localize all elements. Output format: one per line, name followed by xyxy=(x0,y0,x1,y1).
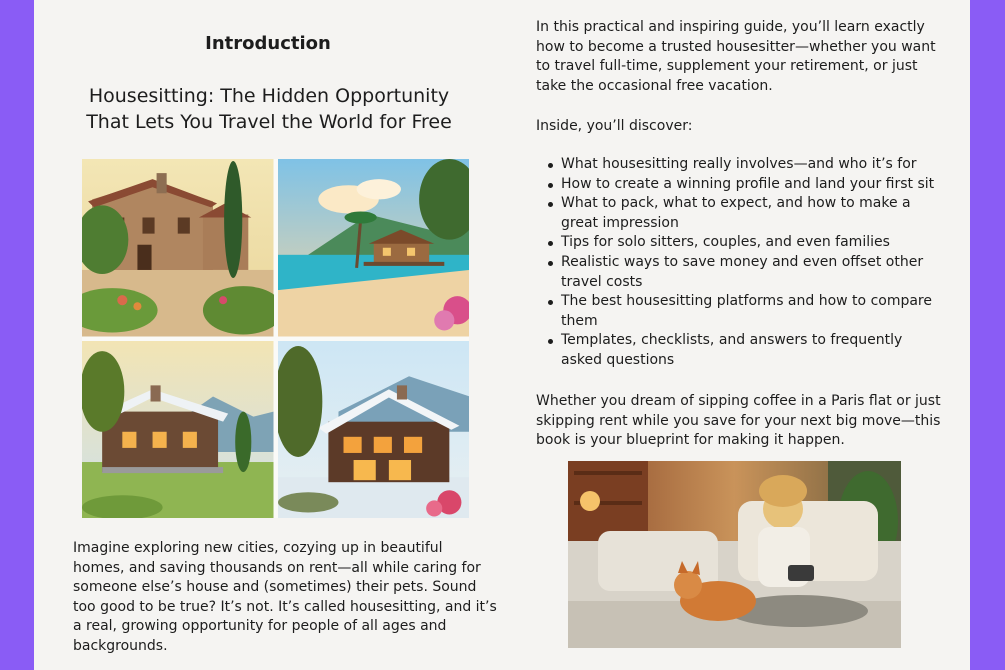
bullet-text: How to create a winning profile and land your first sit xyxy=(561,175,935,192)
bullet-item xyxy=(536,233,946,253)
book-title: Housesitting: The Hidden Opportunity That Lets You Travel the World for Free xyxy=(86,85,452,133)
closing-paragraph: Whether you dream of sipping coffee in a Paris flat or just skipping rent while you save for your next big move—this book is your blueprint for making it happen. xyxy=(536,393,941,449)
lit-chalet-illustration xyxy=(278,341,470,519)
bullet-item xyxy=(536,331,946,370)
bullet-item xyxy=(536,253,946,292)
bullet-dot-icon xyxy=(548,163,553,168)
bullet-text: Realistic ways to save money and even offset other travel costs xyxy=(561,253,924,290)
bullet-text: The best housesitting platforms and how to compare them xyxy=(561,293,932,329)
stone-villa-illustration xyxy=(82,159,274,337)
bullet-text: What housesitting really involves—and who it’s for xyxy=(561,156,917,172)
discover-label: Inside, you’ll discover: xyxy=(536,118,693,134)
discover-bullet-list xyxy=(536,155,946,371)
bullet-text: Templates, checklists, and answers to frequently asked questions xyxy=(561,332,903,368)
bullet-text: Tips for solo sitters, couples, and even families xyxy=(561,234,890,251)
intro-paragraph: Imagine exploring new cities, cozying up in beautiful homes, and saving thousands on rent—all while caring for someone else’s house and (sometimes) their pets. Sound too good to be true? It’s not. It’s called housesitting, and it’s a real, growing opportunity for people of all ages and backgrounds. xyxy=(73,540,497,654)
bullet-dot-icon xyxy=(548,202,553,207)
right-column xyxy=(534,0,954,670)
bullet-dot-icon xyxy=(548,339,553,344)
bullet-dot-icon xyxy=(548,261,553,266)
bullet-text: What to pack, what to expect, and how to make a great impression xyxy=(561,195,911,231)
chapter-heading: Introduction xyxy=(205,33,331,54)
beach-house-illustration xyxy=(278,159,470,337)
bullet-dot-icon xyxy=(548,300,553,305)
book-page xyxy=(34,0,970,670)
house-illustration-grid xyxy=(82,159,469,518)
bullet-item xyxy=(536,194,946,233)
bullet-dot-icon xyxy=(548,241,553,246)
bullet-dot-icon xyxy=(548,183,553,188)
bullet-item xyxy=(536,155,946,175)
snowy-cabin-illustration xyxy=(82,341,274,519)
left-column xyxy=(34,0,502,670)
bullet-item xyxy=(536,292,946,331)
guide-intro-paragraph: In this practical and inspiring guide, you’ll learn exactly how to become a trusted housesitter—whether you want to travel full-time, supplement your retirement, or just take the occasional free vacation. xyxy=(536,19,936,94)
woman-with-cat-on-sofa-photo xyxy=(568,461,901,648)
bullet-item xyxy=(536,175,946,195)
